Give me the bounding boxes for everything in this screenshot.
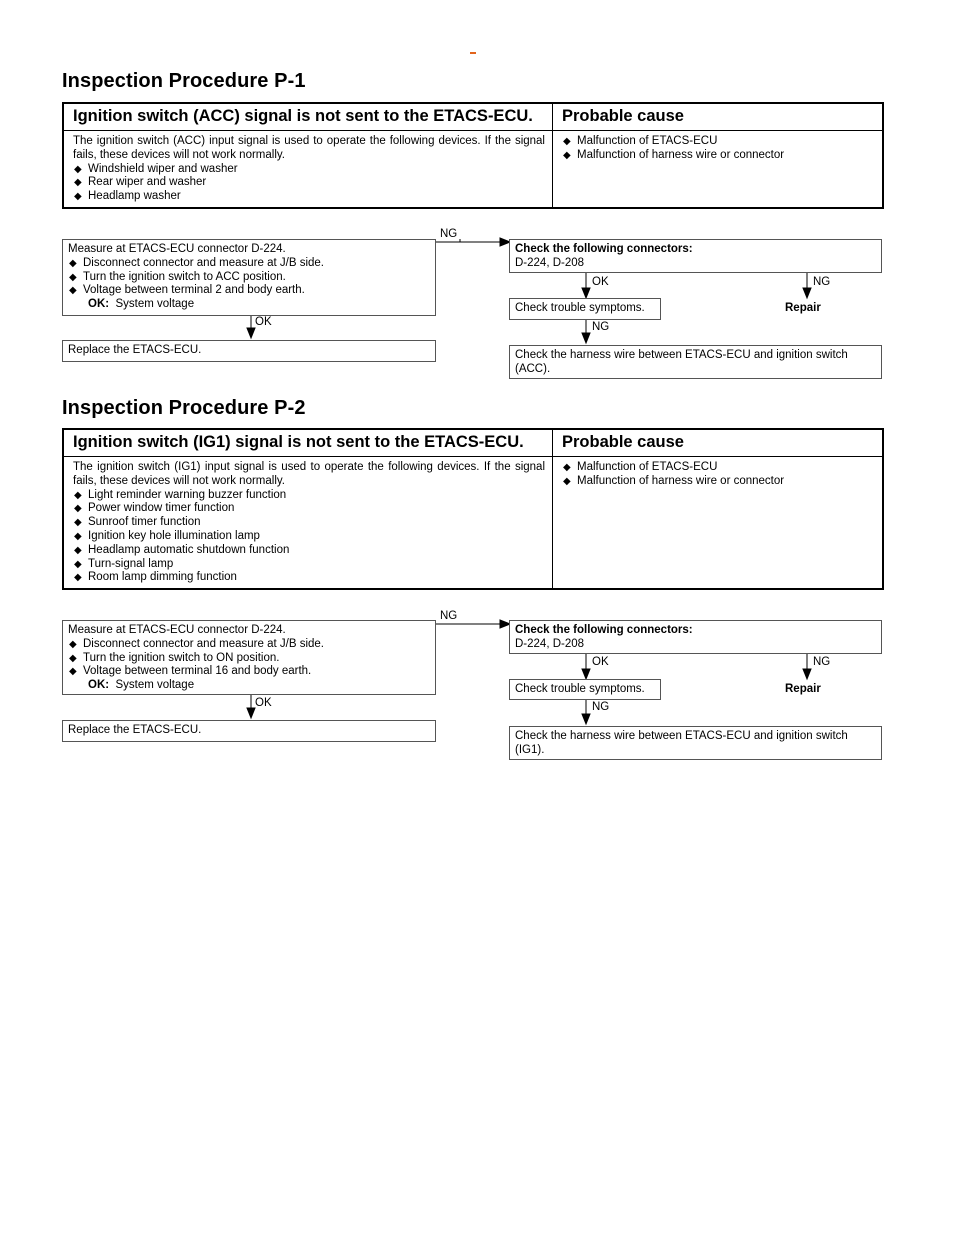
bullet-icon: ◆ xyxy=(69,285,77,297)
bullet-icon: ◆ xyxy=(74,163,82,175)
bullet-icon: ◆ xyxy=(69,666,77,678)
ng-label: NG xyxy=(440,228,458,240)
list-item: ◆ Voltage between terminal 2 and body earth. xyxy=(69,284,305,297)
ng-label: NG xyxy=(813,276,831,288)
ng-label: NG xyxy=(592,321,610,333)
measure-box-p1: Measure at ETACS-ECU connector D-224. ◆ Disconnect connector and measure at J/B side. ◆ Turn the ignition switch to ACC position. ◆ Voltage between terminal 2 and body earth. OK: System voltage xyxy=(62,239,436,316)
section-title-p2: Inspection Procedure P-2 xyxy=(62,397,306,419)
ok-label: OK xyxy=(592,656,609,668)
bullet-icon: ◆ xyxy=(563,475,571,487)
bullet-icon: ◆ xyxy=(563,149,571,161)
harness-box-p2: Check the harness wire between ETACS-ECU and ignition switch (IG1). xyxy=(509,726,882,760)
bullet-icon: ◆ xyxy=(74,177,82,189)
bullet-icon: ◆ xyxy=(74,503,82,515)
connectors-box-p1: Check the following connectors: D-224, D-208 xyxy=(509,239,882,273)
bullet-icon: ◆ xyxy=(74,572,82,584)
bullet-icon: ◆ xyxy=(69,652,77,664)
ok-label: OK xyxy=(592,276,609,288)
measure-box-p2: Measure at ETACS-ECU connector D-224. ◆ Disconnect connector and measure at J/B side. ◆ Turn the ignition switch to ON position. ◆ Voltage between terminal 16 and body earth. OK: System voltage xyxy=(62,620,436,695)
list-item: ◆ Malfunction of ETACS-ECU xyxy=(563,461,718,473)
list-item: ◆ Turn the ignition switch to ON position. xyxy=(69,651,280,664)
trouble-box-p1: Check trouble symptoms. xyxy=(509,298,661,320)
harness-box-p1: Check the harness wire between ETACS-ECU and ignition switch (ACC). xyxy=(509,345,882,379)
bullet-icon: ◆ xyxy=(563,462,571,473)
list-item: ◆ Headlamp washer xyxy=(74,190,181,203)
bullet-icon: ◆ xyxy=(74,558,82,570)
list-item: ◆ Sunroof timer function xyxy=(74,516,201,529)
list-item: ◆ Light reminder warning buzzer function xyxy=(74,488,287,501)
symptom-header: Ignition switch (IG1) signal is not sent to the ETACS-ECU. xyxy=(73,433,524,451)
list-item: ◆ Windshield wiper and washer xyxy=(74,162,238,175)
list-item: ◆ Rear wiper and washer xyxy=(74,176,207,189)
list-item: ◆ Turn the ignition switch to ACC position. xyxy=(69,270,286,283)
cause-header: Probable cause xyxy=(562,107,684,125)
symptom-header: Ignition switch (ACC) signal is not sent to the ETACS-ECU. xyxy=(73,107,533,125)
list-item: ◆ Headlamp automatic shutdown function xyxy=(74,543,290,556)
list-item: ◆ Room lamp dimming function xyxy=(74,571,237,584)
list-item: ◆ Malfunction of ETACS-ECU xyxy=(563,135,718,147)
connectors-box-p2: Check the following connectors: D-224, D-208 xyxy=(509,620,882,654)
repair-label: Repair xyxy=(785,683,821,695)
list-item: ◆ Turn-signal lamp xyxy=(74,557,174,570)
ng-label: NG xyxy=(592,701,610,713)
bullet-icon: ◆ xyxy=(74,544,82,556)
bullet-icon: ◆ xyxy=(74,191,82,203)
cause-header: Probable cause xyxy=(562,433,684,451)
trouble-box-p2: Check trouble symptoms. xyxy=(509,679,661,700)
list-item: ◆ Voltage between terminal 16 and body earth. xyxy=(69,665,312,678)
ok-label: OK xyxy=(255,316,272,328)
ng-label: NG xyxy=(440,610,458,622)
symptom-table-p2 xyxy=(62,428,884,590)
list-item: ◆ Power window timer function xyxy=(74,502,235,515)
symptom-description: The ignition switch (ACC) input signal is used to operate the following devices. If the signal fails, these devices will not work normally. ◆ Windshield wiper and washer ◆ Rear wiper and washer ◆ Headlamp washer xyxy=(73,135,545,203)
list-item: ◆ Ignition key hole illumination lamp xyxy=(74,529,260,542)
bullet-icon: ◆ xyxy=(74,517,82,529)
list-item: ◆ Malfunction of harness wire or connector xyxy=(563,474,785,487)
ng-label: NG xyxy=(813,656,831,668)
probable-causes xyxy=(562,461,872,489)
bullet-icon: ◆ xyxy=(563,136,571,147)
bullet-icon: ◆ xyxy=(69,271,77,283)
list-item: ◆ Malfunction of harness wire or connector xyxy=(563,148,785,161)
repair-label: Repair xyxy=(785,302,821,314)
replace-box-p2: Replace the ETACS-ECU. xyxy=(62,720,436,742)
section-title-p1: Inspection Procedure P-1 xyxy=(62,70,306,92)
bullet-icon: ◆ xyxy=(69,257,77,269)
list-item: ◆ Disconnect connector and measure at J/B side. xyxy=(69,256,324,269)
list-item: ◆ Disconnect connector and measure at J/B side. xyxy=(69,637,324,650)
bullet-icon: ◆ xyxy=(74,530,82,542)
replace-box-p1: Replace the ETACS-ECU. xyxy=(62,340,436,362)
symptom-description: The ignition switch (IG1) input signal is used to operate the following devices. If the signal fails, these devices will not work normally. ◆ Light reminder warning buzzer function ◆ Power window timer function ◆ Sunroof timer function ◆ Ignition key hole illumination lamp ◆ Headlamp automatic shutdown function ◆ Turn-signal lamp ◆ Room lamp dimming function xyxy=(73,461,545,584)
bullet-icon: ◆ xyxy=(69,638,77,650)
ok-label: OK xyxy=(255,697,272,709)
bullet-icon: ◆ xyxy=(74,489,82,501)
